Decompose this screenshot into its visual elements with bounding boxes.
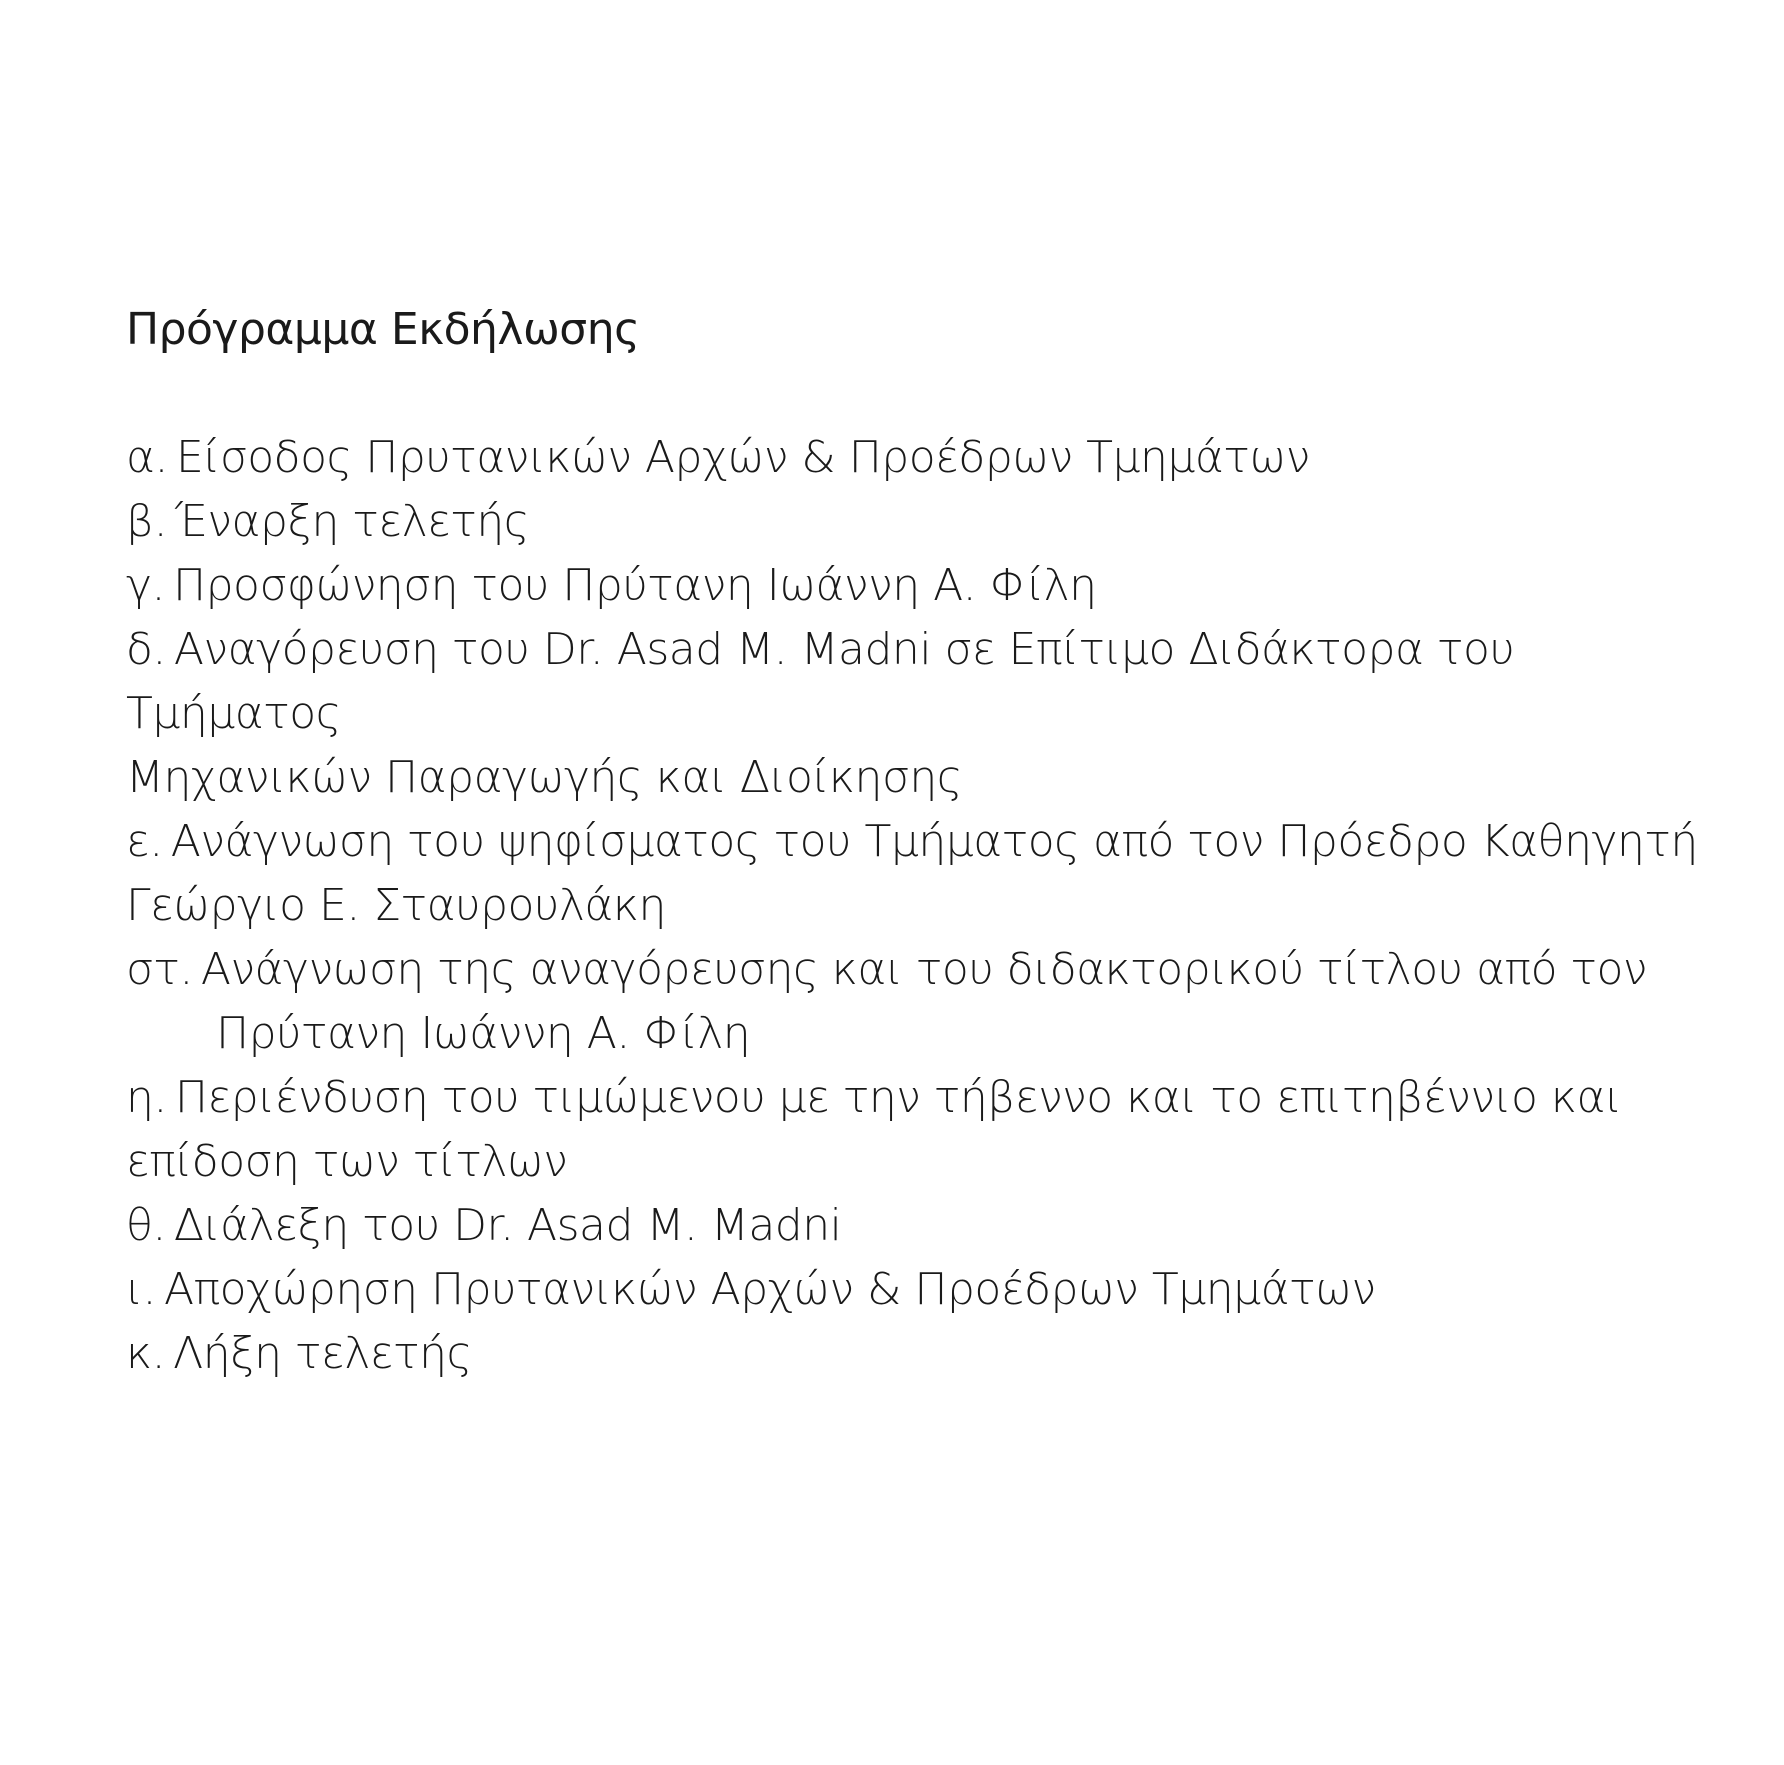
program-item-a: [126, 426, 1716, 490]
item-text: Αναγόρευση του Dr. Asad M. Madni σε Επίτιμο Διδάκτορα του Τμήματος: [126, 624, 1515, 739]
program-content: [126, 298, 1716, 1386]
program-list: [126, 426, 1716, 1386]
item-text: Είσοδος Πρυτανικών Αρχών & Προέδρων Τμημάτων: [176, 432, 1310, 483]
item-marker: κ.: [126, 1328, 166, 1379]
item-text-continuation: επίδοση των τίτλων: [126, 1136, 568, 1187]
item-text-continuation: Μηχανικών Παραγωγής και Διοίκησης: [126, 752, 963, 803]
program-item-st: [126, 938, 1716, 1066]
item-text: Ανάγνωση της αναγόρευσης και του διδακτορικού τίτλου από τον: [200, 944, 1647, 995]
item-marker: στ.: [126, 944, 193, 995]
page-title: Πρόγραμμα Εκδήλωσης: [126, 304, 640, 355]
program-item-c: [126, 554, 1716, 618]
program-item-th: [126, 1194, 1716, 1258]
item-text: Διάλεξη του Dr. Asad M. Madni: [173, 1200, 842, 1251]
program-item-k: [126, 1322, 1716, 1386]
item-text: Λήξη τελετής: [173, 1328, 472, 1379]
item-marker: ε.: [126, 816, 163, 867]
program-item-e: [126, 810, 1716, 938]
item-marker: γ.: [126, 560, 166, 611]
item-marker: α.: [126, 432, 168, 483]
item-text: Αποχώρηση Πρυτανικών Αρχών & Προέδρων Τμημάτων: [164, 1264, 1376, 1315]
item-marker: δ.: [126, 624, 166, 675]
program-item-d: [126, 618, 1716, 810]
program-item-i: [126, 1258, 1716, 1322]
item-text: Ανάγνωση του ψηφίσματος του Τμήματος από τον Πρόεδρο Καθηγητή: [170, 816, 1698, 867]
item-text: Έναρξη τελετής: [175, 496, 530, 547]
item-text: Προσφώνηση του Πρύτανη Ιωάννη Α. Φίλη: [173, 560, 1097, 611]
item-text-continuation: Πρύτανη Ιωάννη Α. Φίλη: [216, 1008, 751, 1059]
item-marker: θ.: [126, 1200, 166, 1251]
item-marker: β.: [126, 496, 168, 547]
item-text: Περιένδυση του τιμώμενου με την τήβεννο και το επιτηβέννιο και: [174, 1072, 1622, 1123]
program-item-b: [126, 490, 1716, 554]
item-marker: ι.: [126, 1264, 157, 1315]
item-text-continuation: Γεώργιο Ε. Σταυρουλάκη: [126, 880, 666, 931]
program-item-h: [126, 1066, 1716, 1194]
item-marker: η.: [126, 1072, 167, 1123]
